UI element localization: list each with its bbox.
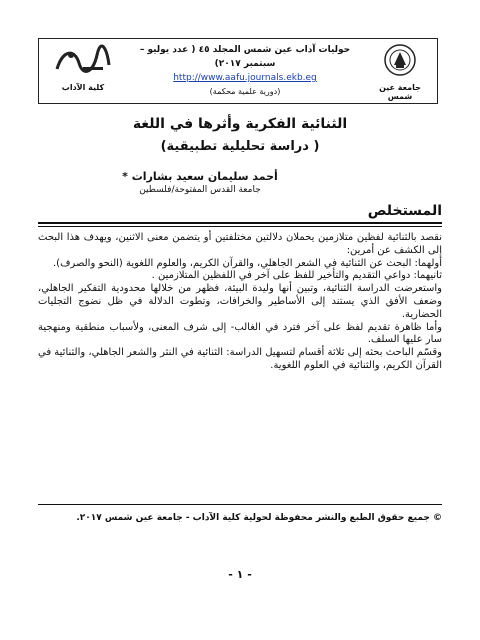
faculty-logo-block: [45, 43, 121, 92]
university-label: جامعة عين شمس: [379, 83, 421, 101]
footer-divider: [38, 504, 442, 505]
peer-reviewed-label: (دورية علمية محكمة): [209, 87, 281, 96]
page-number: - ١ -: [228, 568, 252, 581]
abstract-paragraph: نقصد بالثنائية لفظين متلازمين يحملان دلالتين مختلفتين أو يتضمن معنى الاثنين، ويهدف هذا البحث إلى الكشف عن أمرين:: [38, 232, 442, 256]
journal-volume-line: حوليات آداب عين شمس المجلد ٤٥ ( عدد يوليو – سبتمبر ٢٠١٧): [139, 45, 351, 69]
abstract-paragraph: ثانيهما: دواعي التقديم والتأخير للفظ على آخر في اللفظين المتلازمين .: [151, 270, 442, 282]
university-logo-block: [369, 43, 431, 101]
section-divider-thin: [38, 226, 442, 227]
article-subtitle: ( دراسة تحليلية تطبيقية): [160, 139, 320, 154]
faculty-calligraphy-logo-icon: [53, 43, 113, 77]
journal-url-link[interactable]: http://www.aafu.journals.ekb.eg: [173, 73, 317, 83]
abstract-paragraph: واستعرضت الدراسة الثنائية، وتبين أنها وليدة البيئة، فظهر من خلالها محدودية التفكير الجاهلي، وضعف الأفق الذي يستند إلى الأساطير والخرافات، وتطوت الدلالة في ظل نضوج التجليات الحضارية.: [38, 283, 442, 320]
journal-info: [127, 43, 363, 99]
author-affiliation: جامعة القدس المفتوحة/فلسطين: [139, 185, 261, 195]
abstract-body: [38, 232, 442, 373]
abstract-heading: المستخلص: [367, 203, 442, 219]
article-title: الثنائية الفكرية وأثرها في اللغة: [132, 116, 348, 132]
abstract-paragraph: وقسّم الباحث بحثه إلى ثلاثة أقسام لتسهيل الدراسة: الثنائية في النثر والشعر الجاهلي، والثنائية في القرآن الكريم، والثنائية في العلوم اللغوية.: [38, 347, 442, 371]
author-name: أحمد سليمان سعيد بشارات *: [122, 170, 278, 183]
faculty-label: كلية الآداب: [61, 83, 105, 92]
copyright-notice: © جميع حقوق الطبع والنشر محفوظة لحولية كلية الآداب - جامعة عين شمس ٢٠١٧.: [76, 513, 442, 523]
journal-header: [38, 38, 438, 104]
university-emblem-icon: [383, 43, 417, 77]
abstract-paragraph: أولهما: البحث عن الثنائية في الشعر الجاهلي، والقرآن الكريم، والعلوم اللغوية (النحو والصرف).: [52, 257, 442, 269]
section-divider: [38, 222, 442, 224]
abstract-paragraph: وأما ظاهرة تقديم لفظ على آخر فترد في الغالب- إلى شرف المعنى، ولأسباب منطقية ومنهجية سار عليها السلف.: [38, 321, 442, 346]
